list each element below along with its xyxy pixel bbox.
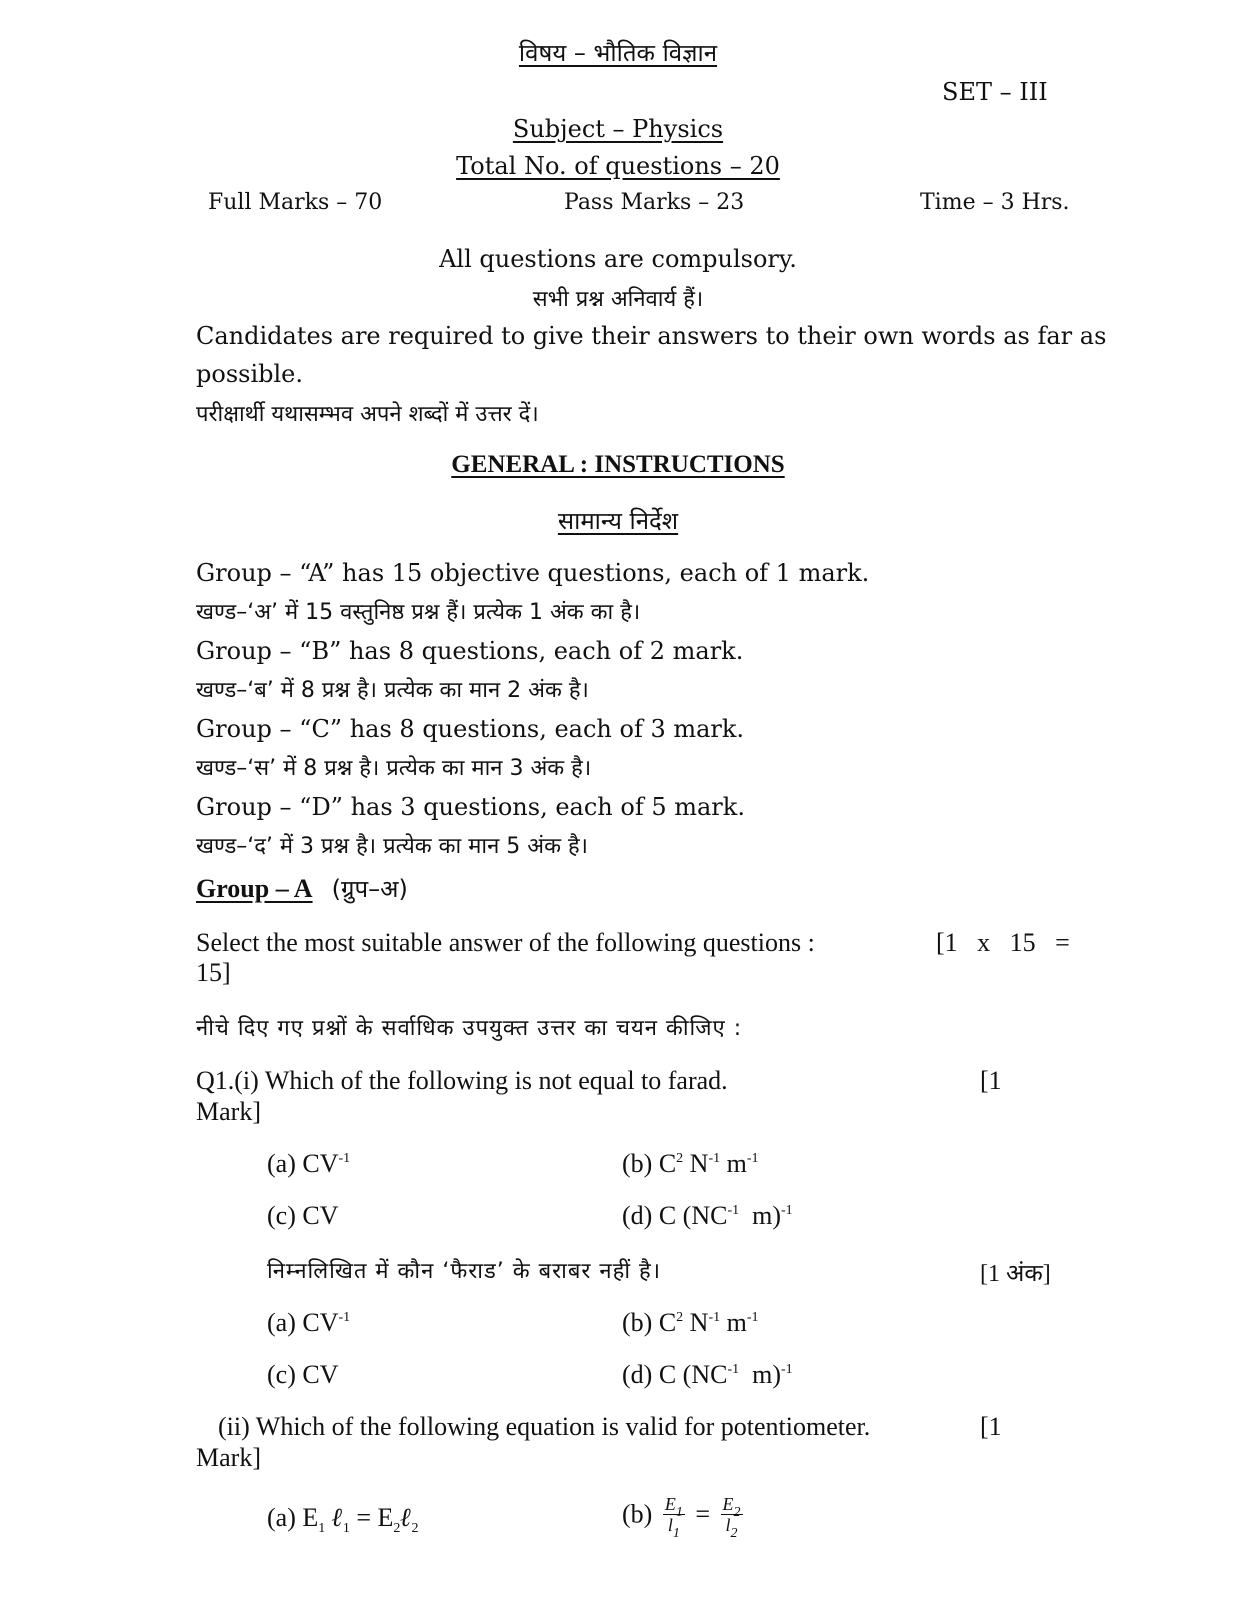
q1-i-hi-option-d: (d) C ($NC^{-1}$ m)$^{-1}$ [622,1360,793,1389]
q1-i-question-hi: निम्नलिखित में कौन ‘फैराड’ के बराबर नहीं है। [267,1259,662,1284]
instructions-title: GENERAL : INSTRUCTIONS [451,451,785,478]
total-questions: Total No. of questions – 20 [456,152,780,180]
q1-i-hi-option-c: (c) CV [267,1360,339,1389]
candidates-en-line1: Candidates are required to give their answers to their own words as far as [196,322,1107,350]
time-allowed: Time – 3 Hrs. [920,190,1070,215]
set-label: SET – III [942,78,1048,106]
q1-i-marks-cont: Mark] [196,1097,261,1126]
q1-i-marks-hi: [1 अंक] [980,1261,1051,1287]
select-instruction: Select the most suitable answer of the following questions : [196,928,815,957]
candidates-hi: परीक्षार्थी यथासम्भव अपने शब्दों में उत्तर दें। [196,402,539,427]
group-d-instruction-hi: खण्ड–‘द’ में 3 प्रश्न है। प्रत्येक का मान 5 अंक है। [196,834,588,859]
group-c-instruction-hi: खण्ड–‘स’ में 8 प्रश्न है। प्रत्येक का मान 3 अंक है। [196,756,592,781]
q1-ii-option-b: (b) $\frac{E_1}{l_1}$ = $\frac{E_2}{l_2}$ [622,1494,741,1541]
group-a-title-hi: (ग्रुप–अ) [331,875,408,903]
compulsory-en: All questions are compulsory. [439,245,797,273]
q1-i-option-d: (d) C ($NC^{-1}$ m)$^{-1}$ [622,1201,793,1230]
q1-ii-marks: [1 [980,1412,1002,1441]
group-a-marks: [1 x 15 = [936,928,1070,957]
fraction-e1-l1: $\frac{E_1}{l_1}$ [664,1494,683,1541]
q1-i-hi-option-b: (b) $C^2$ $N^{-1}$ $m^{-1}$ [622,1308,759,1337]
q1-i-option-b: (b) $C^2$ $N^{-1}$ $m^{-1}$ [622,1149,759,1178]
group-a-marks-cont: 15] [196,958,231,987]
group-c-instruction-en: Group – “C” has 8 questions, each of 3 mark. [196,715,745,743]
group-b-instruction-en: Group – “B” has 8 questions, each of 2 mark. [196,637,744,665]
q1-ii-question: (ii) Which of the following equation is valid for potentiometer. [218,1412,871,1441]
subject-title: Subject – Physics [512,115,724,143]
hindi-subject-title: विषय – भौतिक विज्ञान [518,39,718,67]
q1-i-question: Q1.(i) Which of the following is not equal to farad. [196,1066,728,1095]
pass-marks: Pass Marks – 23 [564,190,745,215]
group-a-title: Group – A [196,874,313,903]
full-marks: Full Marks – 70 [208,190,383,215]
select-instruction-hi: नीचे दिए गए प्रश्नों के सर्वाधिक उपयुक्त उत्तर का चयन कीजिए : [196,1016,743,1041]
group-a-instruction-hi: खण्ड–‘अ’ में 15 वस्तुनिष्ठ प्रश्न हैं। प्रत्येक 1 अंक का है। [196,600,641,625]
compulsory-hi: सभी प्रश्न अनिवार्य हैं। [532,287,704,312]
q1-ii-option-a: (a) $E_1$ ℓ$_1$ = $E_2\ell_2$ [267,1503,419,1536]
group-b-instruction-hi: खण्ड–‘ब’ में 8 प्रश्न है। प्रत्येक का मान 2 अंक है। [196,678,589,703]
q1-i-marks: [1 [980,1066,1002,1095]
instructions-title-hi: सामान्य निर्देश [557,507,679,535]
group-a-instruction-en: Group – “A” has 15 objective questions, each of 1 mark. [196,559,870,587]
q1-i-option-c: (c) CV [267,1201,339,1230]
q1-i-hi-option-a: (a) $CV^{-1}$ [267,1308,351,1337]
group-a-heading [196,872,408,905]
q1-ii-marks-cont: Mark] [196,1443,261,1472]
group-d-instruction-en: Group – “D” has 3 questions, each of 5 mark. [196,793,745,821]
fraction-e2-l2: $\frac{E_2}{l_2}$ [722,1494,741,1541]
candidates-en-line2: possible. [196,360,303,388]
q1-i-option-a: (a) $CV^{-1}$ [267,1149,351,1178]
